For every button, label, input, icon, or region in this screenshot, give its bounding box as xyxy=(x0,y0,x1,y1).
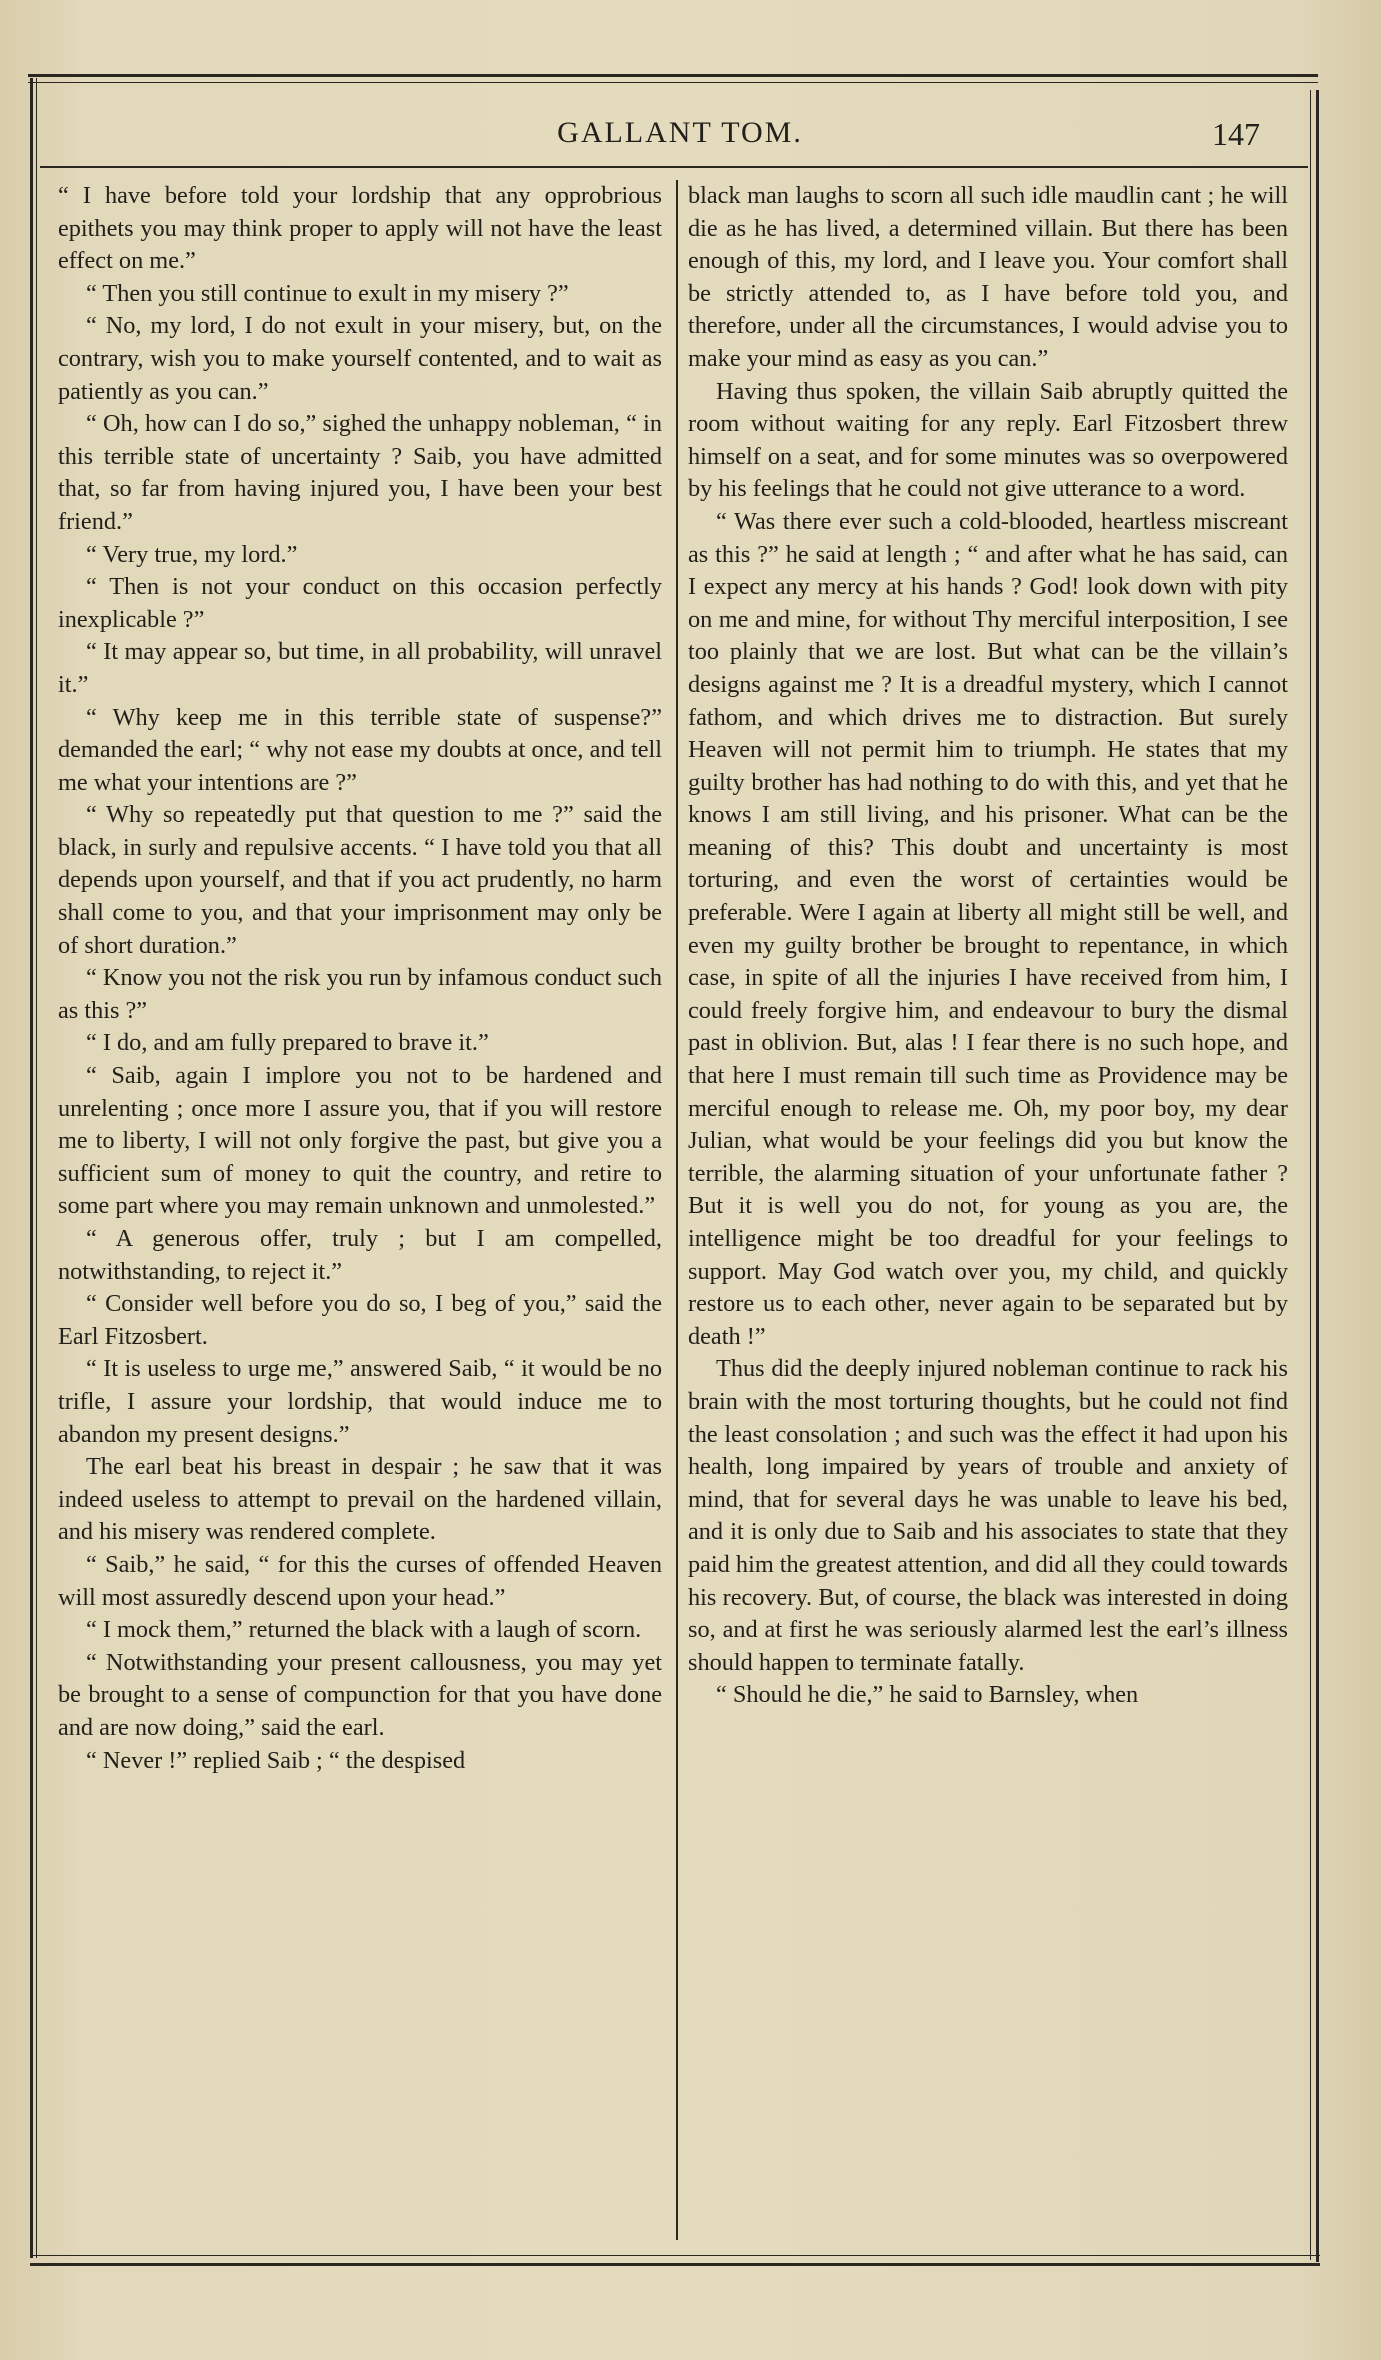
paragraph: “ Then you still continue to exult in my misery ?” xyxy=(86,279,569,307)
running-title: GALLANT TOM. xyxy=(557,116,803,149)
paragraph: “ I have before told your lordship that any opprobrious epithets you may think proper to apply will not have the least effect on me.” xyxy=(58,182,662,275)
paragraph: “ Saib, again I implore you not to be hardened and unrelenting ; once more I assure you, that if you will restore me to liberty, I will not only forgive the past, but give you a sufficient sum of money to quit the country, and retire to some part where you may remain unknown and unmolested.” xyxy=(58,1062,662,1220)
paragraph: “ Never !” replied Saib ; “ the despised xyxy=(86,1746,466,1774)
paragraph: “ I do, and am fully prepared to brave it.” xyxy=(86,1029,489,1057)
paragraph: “ I mock them,” returned the black with a laugh of scorn. xyxy=(86,1616,642,1644)
paragraph: The earl beat his breast in despair ; he saw that it was indeed useless to attempt to prevail on the hardened villain, and his misery was rendered complete. xyxy=(58,1453,662,1546)
paragraph: Having thus spoken, the villain Saib abruptly quitted the room without waiting for any reply. Earl Fitzosbert threw himself on a seat, and for some minutes was so overpowered by his feelings that he could not give utterance to a word. xyxy=(688,377,1288,503)
left-border-rule-inner xyxy=(36,78,37,2258)
paragraph: “ Why so repeatedly put that question to me ?” said the black, in surly and repulsive accents. “ I have told you that all depends upon yourself, and that if you act prudently, no harm shall come to you, and that your imprisonment may only be of short duration.” xyxy=(58,801,662,959)
page-number: 147 xyxy=(1212,116,1260,152)
paragraph: “ Should he die,” he said to Barnsley, when xyxy=(716,1681,1139,1709)
right-border-rule-inner xyxy=(1310,90,1311,2260)
paragraph: “ Why keep me in this terrible state of suspense?” demanded the earl; “ why not ease my doubts at once, and tell me what your intentions are ?” xyxy=(58,703,662,796)
paragraph: “ Notwithstanding your present callousness, you may yet be brought to a sense of compunction for that you have done and are now doing,” said the earl. xyxy=(58,1648,662,1741)
top-border-rule xyxy=(28,74,1318,77)
paragraph: “ It may appear so, but time, in all probability, will unravel it.” xyxy=(58,638,662,698)
right-border-rule xyxy=(1316,90,1319,2262)
bottom-border-rule-inner xyxy=(30,2255,1320,2256)
paragraph: “ Then is not your conduct on this occasion perfectly inexplicable ?” xyxy=(58,573,662,633)
paragraph: “ Know you not the risk you run by infamous conduct such as this ?” xyxy=(58,964,662,1024)
left-column xyxy=(58,180,662,1777)
bottom-border-rule xyxy=(30,2263,1320,2266)
paragraph: “ Was there ever such a cold-blooded, heartless miscreant as this ?” he said at length ; “ and after what he has said, can I expect any mercy at his hands ? God! look down with pity on me and mine, for without Thy merciful interposition, I see too plainly that we are lost. But what can be the villain’s designs against me ? It is a dreadful mystery, which I cannot fathom, and which drives me to distraction. But surely Heaven will not permit him to triumph. He states that my guilty brother has had nothing to do with this, and yet that he knows I am still living, and his prisoner. What can be the meaning of this? This doubt and uncertainty is most torturing, and even the worst of certainties would be preferable. Were I again at liberty all might still be well, and even my guilty brother be brought to repentance, in which case, in spite of all the injuries I have received from him, I could freely forgive him, and endeavour to bury the dismal past in oblivion. But, alas ! I fear there is no such hope, and that here I must remain till such time as Providence may be merciful enough to release me. Oh, my poor boy, my dear Julian, what would be your feelings did you but know the terrible, the alarming situation of your unfortunate father ? But it is well you do not, for young as you are, the intelligence might be too dreadful for your feelings to support. May God watch over you, my child, and quickly restore us to each other, never again to be separated but by death !” xyxy=(688,507,1288,1350)
paragraph: “ Oh, how can I do so,” sighed the unhappy nobleman, “ in this terrible state of uncertainty ? Saib, you have admitted that, so far from having injured you, I have been your best friend.” xyxy=(58,410,662,535)
paragraph: “ Consider well before you do so, I beg of you,” said the Earl Fitzosbert. xyxy=(58,1290,662,1350)
paragraph: “ It is useless to urge me,” answered Saib, “ it would be no trifle, I assure your lordship, that would induce me to abandon my present designs.” xyxy=(58,1355,662,1448)
top-border-rule-inner xyxy=(28,82,1318,83)
paragraph: black man laughs to scorn all such idle maudlin cant ; he will die as he has lived, a determined villain. But there has been enough of this, my lord, and I leave you. Your comfort shall be strictly attended to, as I have before told you, and therefore, under all the circumstances, I would advise you to make your mind as easy as you can.” xyxy=(688,182,1288,372)
paragraph: “ Very true, my lord.” xyxy=(86,540,298,568)
paragraph: “ A generous offer, truly ; but I am compelled, notwithstanding, to reject it.” xyxy=(58,1225,662,1285)
paragraph: “ Saib,” he said, “ for this the curses of offended Heaven will most assuredly descend upon your head.” xyxy=(58,1550,662,1611)
header-rule xyxy=(40,166,1308,168)
right-column xyxy=(688,180,1288,1712)
left-border-rule xyxy=(30,78,33,2258)
paragraph: “ No, my lord, I do not exult in your misery, but, on the contrary, wish you to make yourself contented, and to wait as patiently as you can.” xyxy=(58,312,662,405)
column-divider xyxy=(676,180,678,2240)
paragraph: Thus did the deeply injured nobleman continue to rack his brain with the most torturing thoughts, but he could not find the least consolation ; and such was the effect it had upon his health, long impaired by years of trouble and anxiety of mind, that for several days he was unable to leave his bed, and it is only due to Saib and his associates to state that they paid him the greatest attention, and did all they could towards his recovery. But, of course, the black was interested in doing so, and at first he was seriously alarmed lest the earl’s illness should happen to terminate fatally. xyxy=(688,1355,1288,1676)
